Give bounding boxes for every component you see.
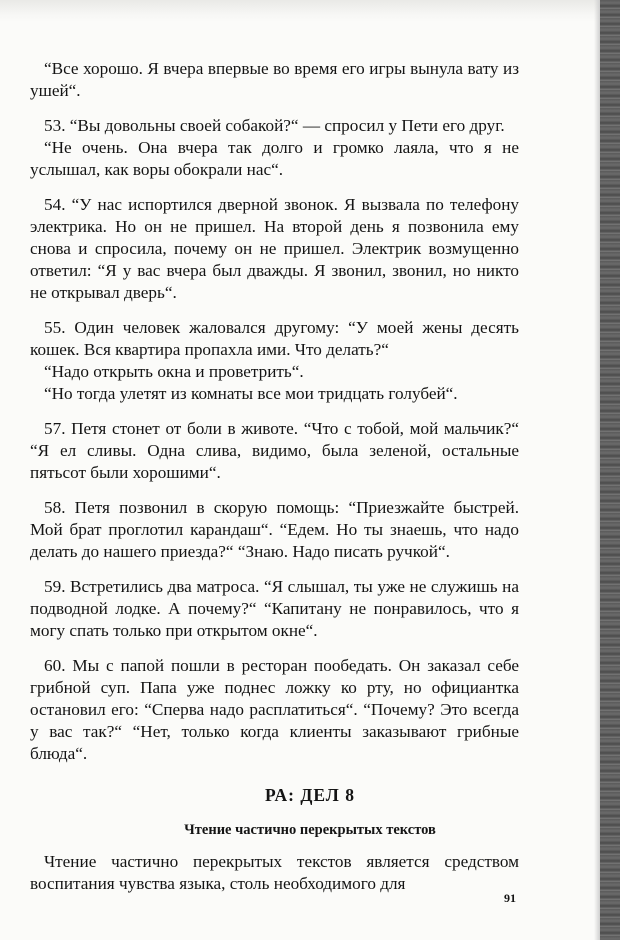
jokes-text-block (30, 58, 519, 765)
paragraph: Чтение частично перекрытых текстов является средством воспитания чувства языка, столь необходимого для (30, 852, 519, 893)
paragraph-joke-53: 53. “Вы довольны своей собакой?“ — спросил у Пети его друг. (44, 116, 505, 135)
section-subheading: Чтение частично перекрытых текстов (184, 822, 436, 838)
section-intro-paragraph (30, 851, 519, 895)
paragraph-joke-59: 59. Встретились два матроса. “Я слышал, ты уже не служишь на подводной лодке. А почему?“ “Капитану не понравилось, что я могу спать только при открытом окне“. (30, 577, 519, 640)
paragraph-joke-60: 60. Мы с папой пошли в ресторан пообедать. Он заказал себе грибной суп. Папа уже поднес ложку ко рту, но официантка остановил его: “Сперва надо расплатиться“. “Почему? Это всегда у вас так?“ “Нет, только когда клиенты заказывают грибные блюда“. (30, 656, 519, 763)
paragraph: “Надо открыть окна и проветрить“. (44, 362, 304, 381)
paragraph-joke-58: 58. Петя позвонил в скорую помощь: “Приезжайте быстрей. Мой брат проглотил карандаш“. “Едем. Но ты знаешь, что надо делать до нашего приезда?“ “Знаю. Надо писать ручкой“. (30, 498, 519, 561)
paragraph: “Не очень. Она вчера так долго и громко лаяла, что я не услышал, как воры обокрали нас“. (30, 138, 519, 179)
paragraph-joke-55: 55. Один человек жаловался другому: “У моей жены десять кошек. Вся квартира пропахла ими. Что делать?“ (30, 318, 519, 359)
paragraph: “Но тогда улетят из комнаты все мои тридцать голубей“. (44, 384, 458, 403)
section-heading: РА: ДЕЛ 8 (265, 785, 355, 805)
paragraph: “Все хорошо. Я вчера впервые во время его игры вынула вату из ушей“. (30, 59, 519, 100)
paragraph-joke-54: 54. “У нас испортился дверной звонок. Я вызвала по телефону электрика. Но он не пришел. На второй день я позвонила ему снова и спросила, почему он не пришел. Электрик возмущенно ответил: “Я у вас вчера был дважды. Я звонил, звонил, но никто не открывал дверь“. (30, 195, 519, 302)
paragraph-joke-57: 57. Петя стонет от боли в животе. “Что с тобой, мой мальчик?“ “Я ел сливы. Одна слива, видимо, была зеленой, остальные пятьсот были хорошими“. (30, 419, 519, 482)
page-number: 91 (504, 891, 516, 905)
scan-top-shadow (0, 0, 620, 22)
